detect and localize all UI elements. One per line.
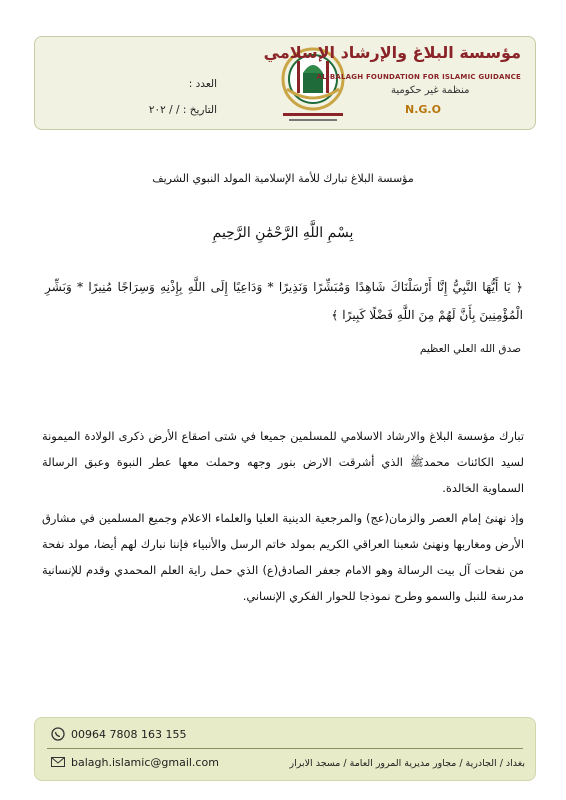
- date-row: [87, 97, 217, 123]
- body-paragraph-1: تبارك مؤسسة البلاغ والارشاد الاسلامي للمسلمين جميعا في شتى اصقاع الأرض ذكرى الولادة الميمونة لسيد الكائنات محمدﷺ الذي أشرقت الارض بنور وجهه وحملت معها عطر النبوة وعبق الرسالة السماوية الخالدة.: [42, 429, 524, 495]
- date-label: التاريخ :: [182, 104, 217, 116]
- quran-verse: ﴿ يَا أَيُّهَا النَّبِيُّ إِنَّا أَرْسَلْنَاكَ شَاهِدًا وَمُبَشِّرًا وَنَذِيرًا * وَدَاعِيًا إِلَى اللَّهِ بِإِذْنِهِ وَسِرَاجًا مُنِيرًا * وَبَشِّرِ الْمُؤْمِنِينَ بِأَنَّ لَهُمْ مِنَ اللَّهِ فَضْلًا كَبِيرًا ﴾: [45, 280, 523, 322]
- letter-headline: مؤسسة البلاغ تبارك للأمة الإسلامية المولد النبوي الشريف: [152, 172, 414, 185]
- basmala: بِسْمِ اللَّهِ الرَّحْمَٰنِ الرَّحِيمِ: [212, 225, 354, 241]
- whatsapp-icon: [51, 727, 65, 741]
- org-name-english: AL-BALAGH FOUNDATION FOR ISLAMIC GUIDANCE: [316, 73, 521, 81]
- mail-icon: [51, 757, 65, 767]
- org-name-arabic: مؤسسة البلاغ والإرشاد الإسلامي: [263, 43, 521, 62]
- reference-block: [87, 71, 217, 123]
- letterhead-footer: [34, 717, 536, 781]
- footer-divider: [47, 748, 523, 749]
- ref-number-row: [87, 71, 217, 97]
- body-paragraph-2: وإذ نهنئ إمام العصر والزمان(عج) والمرجعية الدينية العليا والعلماء الاعلام وجميع المسلمين في مشارق الأرض ومغاربها ونهنئ شعبنا العراقي الكريم بمولد خاتم الرسل والأنبياء فإننا نبارك لهم أيضا، مولد نفحة من نفحات آل بيت الرسالة وهو الامام جعفر الصادق(ع) الذي حمل راية العلم المحمدي وقدم للإنسانية مدرسة للنبل والسمو وطرح نموذجا للحوار الفكري الإنساني.: [42, 511, 524, 603]
- ngo-label-english: N.G.O: [405, 103, 441, 116]
- contact-phone: 00964 7808 163 155: [71, 728, 187, 741]
- contact-address: بغداد / الجادرية / مجاور مديرية المرور العامة / مسجد الابرار: [289, 758, 525, 769]
- ngo-label-arabic: منظمة غير حكومية: [391, 85, 470, 96]
- contact-email: balagh.islamic@gmail.com: [71, 756, 219, 769]
- date-value: / / ٢٠٢: [148, 104, 180, 116]
- ref-number-label: العدد :: [188, 78, 217, 90]
- verse-closing: صدق الله العلي العظيم: [419, 343, 521, 355]
- letterhead-header: [34, 36, 536, 130]
